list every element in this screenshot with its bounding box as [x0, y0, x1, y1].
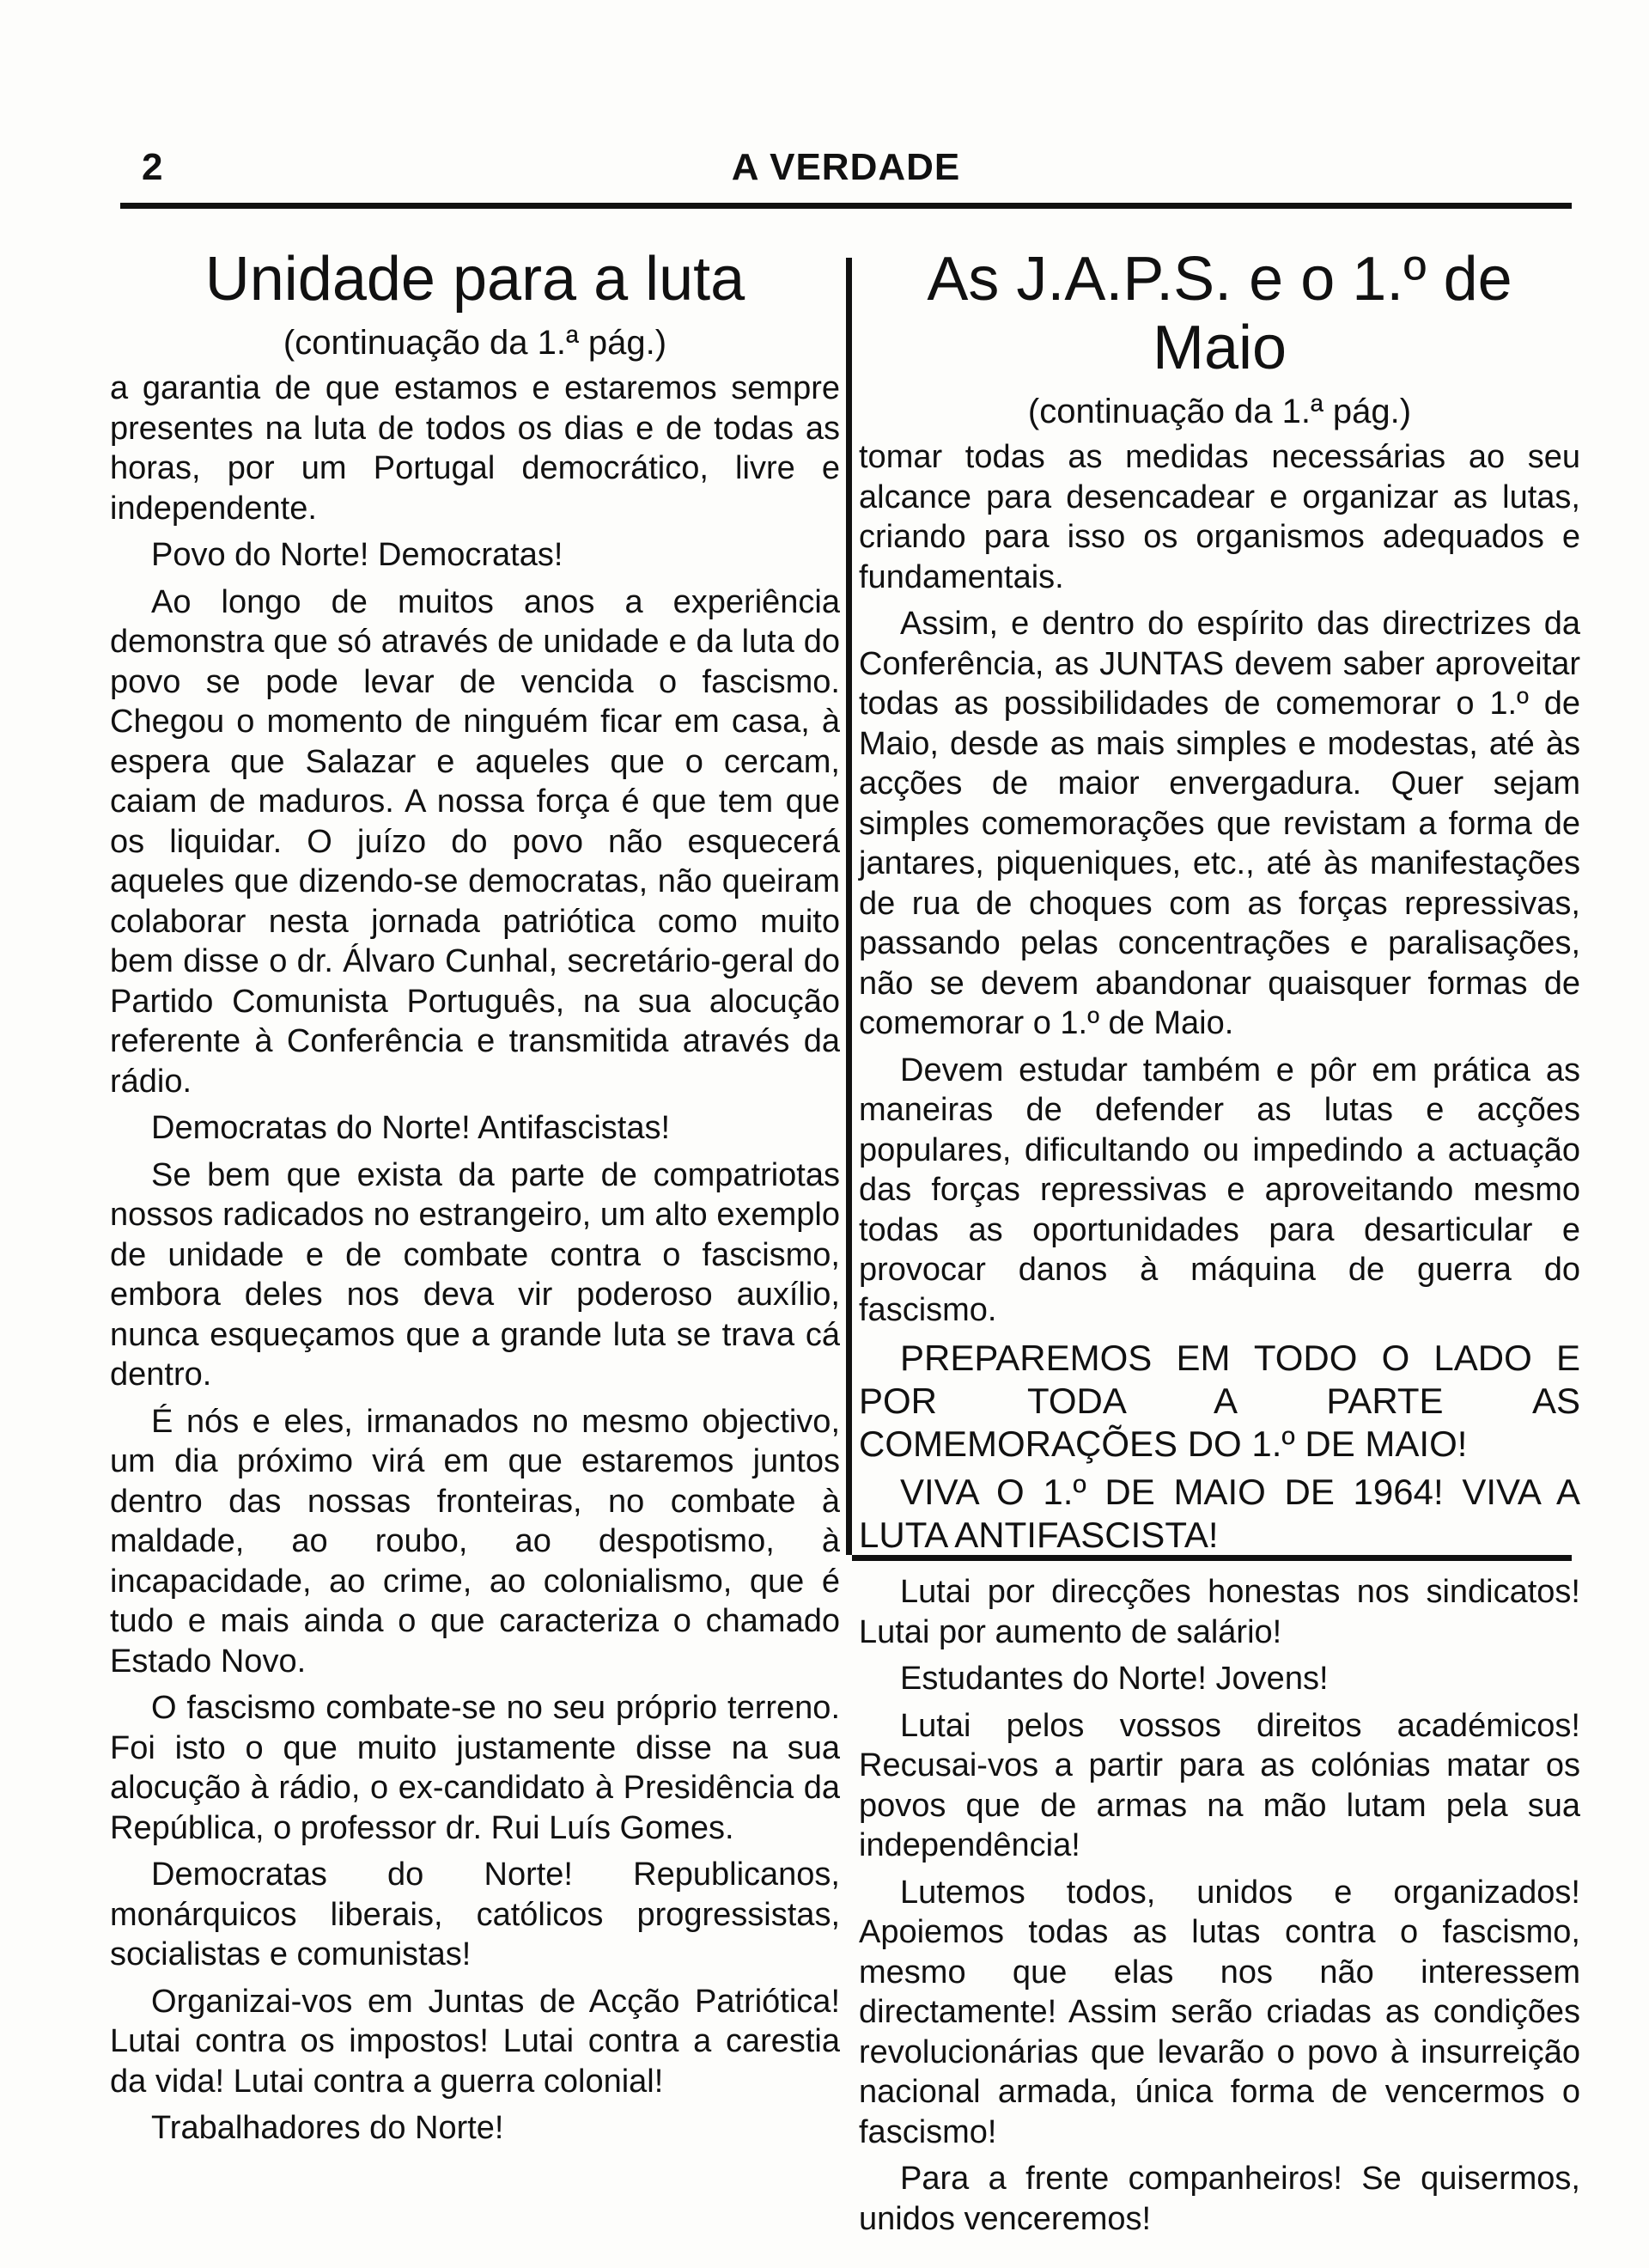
article-paragraph: a garantia de que estamos e estaremos sempre presentes na luta de todos os dias e de todas as horas, por um Portugal democrático, livre e independente.: [110, 370, 840, 527]
article-paragraph: É nós e eles, irmanados no mesmo objectivo, um dia próximo virá em que estaremos juntos dentro das nossas fronteiras, no combate à maldade, ao roubo, ao despotismo, à incapacidade, ao crime, ao colonialismo, que é tudo e mais ainda o que caracteriza o chamado Estado Novo.: [110, 1403, 840, 1680]
right-article-title: As J.A.P.S. e o 1.º de Maio: [927, 245, 1512, 382]
article-paragraph: Se bem que exista da parte de compatriotas nossos radicados no estrangeiro, um alto exemplo de unidade e de combate contra o fascismo, embora deles nos deva vir poderoso auxílio, nunca esqueçamos que a grande luta se trava cá dentro.: [110, 1156, 840, 1393]
right-article: [859, 245, 1580, 1562]
article-paragraph: Lutai por direcções honestas nos sindicatos! Lutai por aumento de salário!: [859, 1574, 1580, 1650]
slogan: VIVA O 1.º DE MAIO DE 1964! VIVA A LUTA ANTIFASCISTA!: [859, 1472, 1580, 1555]
right-article-continuation: (continuação da 1.ª pág.): [1027, 393, 1412, 430]
left-article-continuation: (continuação da 1.ª pág.): [283, 324, 667, 362]
article-paragraph: Povo do Norte! Democratas!: [151, 537, 563, 573]
column-divider: [846, 258, 852, 1555]
article-paragraph: Devem estudar também e pôr em prática as maneiras de defender as lutas e acções populares, dificultando ou impedindo a actuação das forças repressivas e aproveitando mesmo todas as oportunidades para desarticular e provocar danos à máquina de guerra do fascismo.: [859, 1052, 1580, 1328]
newspaper-name: A VERDADE: [731, 146, 961, 188]
article-paragraph: tomar todas as medidas necessárias ao seu alcance para desencadear e organizar as lutas, criando para isso os organismos adequados e fundamentais.: [859, 439, 1580, 595]
header-rule: [120, 203, 1572, 209]
left-article: [110, 245, 840, 2155]
article-paragraph: Lutemos todos, unidos e organizados! Apoiemos todas as lutas contra o fascismo, mesmo que elas nos não interessem directamente! Assim serão criadas as condições revolucionárias que levarão o povo à insurreição nacional armada, única forma de vencermos o fascismo!: [859, 1874, 1580, 2150]
article-paragraph: Estudantes do Norte! Jovens!: [900, 1661, 1329, 1697]
article-paragraph: O fascismo combate-se no seu próprio terreno. Foi isto o que muito justamente disse na sua alocução à rádio, o ex-candidato à Presidência da República, o professor dr. Rui Luís Gomes.: [110, 1690, 840, 1846]
left-article-continued: [859, 1572, 1580, 2246]
slogan: PREPAREMOS EM TODO O LADO E POR TODA A PARTE AS COMEMORAÇÕES DO 1.º DE MAIO!: [859, 1338, 1580, 1464]
page-header: [120, 146, 1572, 198]
left-article-title: Unidade para a luta: [204, 245, 745, 314]
article-paragraph: Organizai-vos em Juntas de Acção Patriótica! Lutai contra os impostos! Lutai contra a carestia da vida! Lutai contra a guerra colonial!: [110, 1983, 840, 2100]
article-paragraph: Lutai pelos vossos direitos académicos! Recusai-vos a partir para as colónias matar os povos que de armas na mão lutam pela sua independência!: [859, 1707, 1580, 1863]
article-paragraph: Democratas do Norte! Antifascistas!: [151, 1110, 671, 1146]
article-paragraph: Assim, e dentro do espírito das directrizes da Conferência, as JUNTAS devem saber aproveitar todas as possibilidades de comemorar o 1.º de Maio, desde as mais simples e modestas, até às acções de maior envergadura. Quer sejam simples comemorações que revistam a forma de jantares, piqueniques, etc., até às manifestações de rua de choques com as forças repressivas, passando pelas concentrações e paralisações, não se devem abandonar quaisquer formas de comemorar o 1.º de Maio.: [859, 606, 1580, 1041]
article-paragraph: Democratas do Norte! Republicanos, monárquicos liberais, católicos progressistas, socialistas e comunistas!: [110, 1856, 840, 1972]
article-paragraph: Ao longo de muitos anos a experiência demonstra que só através de unidade e da luta do povo se pode levar de vencida o fascismo. Chegou o momento de ninguém ficar em casa, à espera que Salazar e aqueles que o cercam, caiam de maduros. A nossa força é que tem que os liquidar. O juízo do povo não esquecerá aqueles que dizendo-se democratas, não queiram colaborar nesta jornada patriótica como muito bem disse o dr. Álvaro Cunhal, secretário-geral do Partido Comunista Português, na sua alocução referente à Conferência e transmitida através da rádio.: [110, 583, 840, 1100]
article-paragraph: Para a frente companheiros! Se quisermos, unidos venceremos!: [859, 2161, 1580, 2237]
article-paragraph: Trabalhadores do Norte!: [151, 2110, 504, 2146]
page-number: 2: [142, 146, 163, 188]
